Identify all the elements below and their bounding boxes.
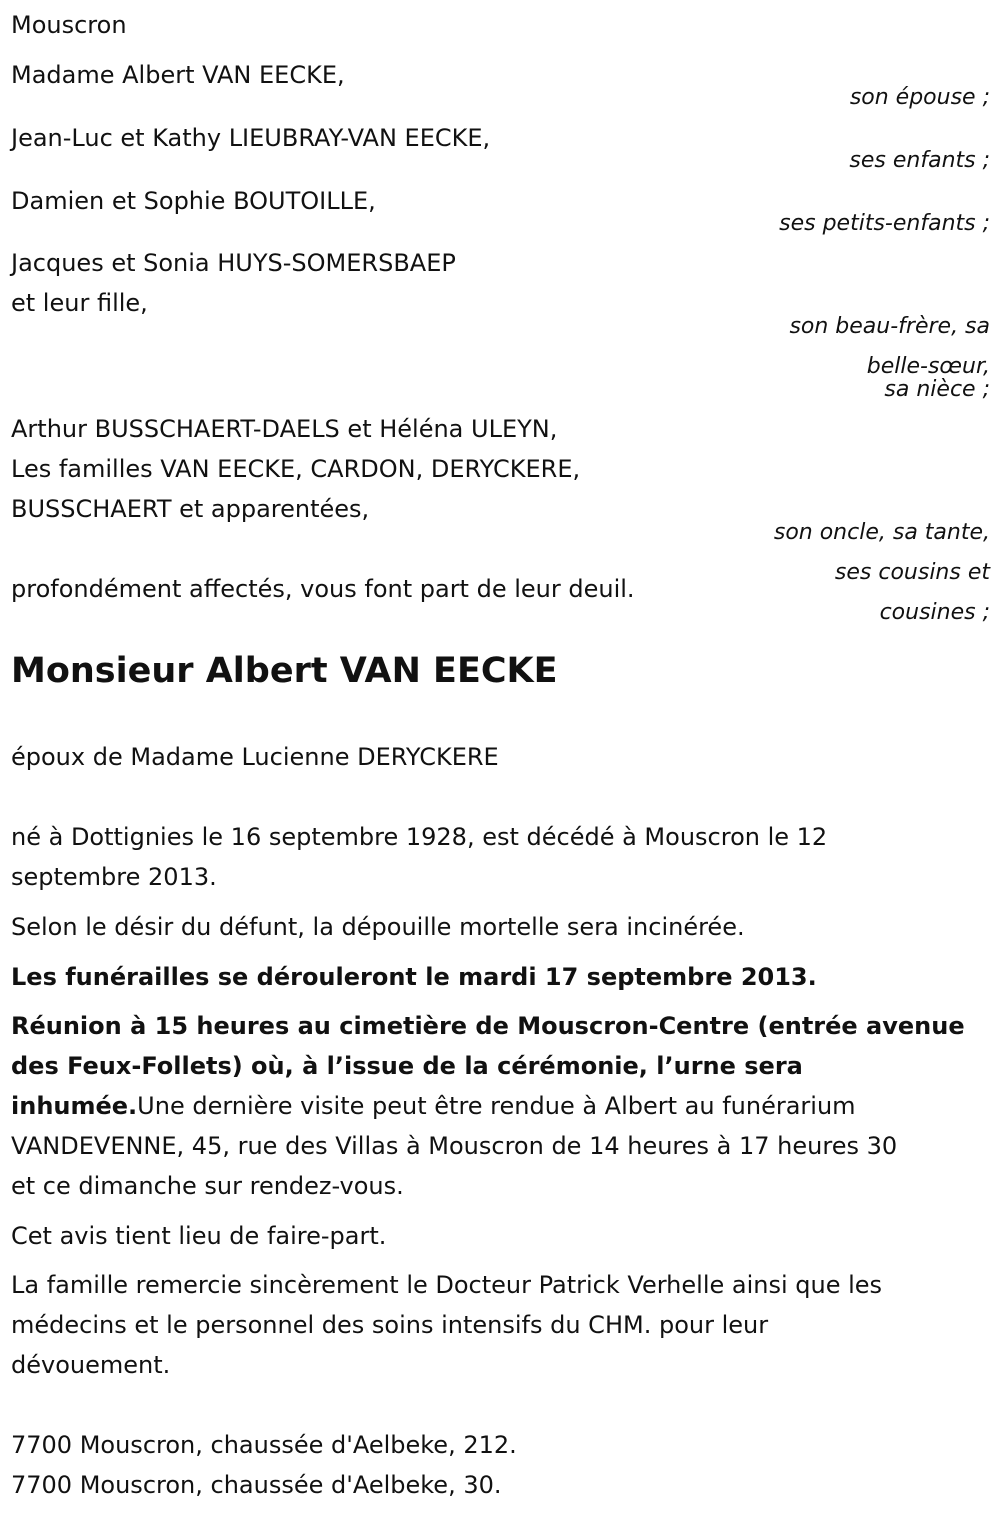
in-laws-relation-line1: son beau-frère, sa <box>789 314 990 339</box>
reunion-visit-line <box>11 1086 856 1126</box>
city-heading: Mouscron <box>11 11 127 39</box>
others-line1: Arthur BUSSCHAERT-DAELS et Héléna ULEYN, <box>11 415 558 443</box>
visit-line3: et ce dimanche sur rendez-vous. <box>11 1172 404 1200</box>
reunion-line1: Réunion à 15 heures au cimetière de Mouscron-Centre (entrée avenue <box>11 1012 965 1040</box>
family-closing: profondément affectés, vous font part de leur deuil. <box>11 575 635 603</box>
thanks-line2: médecins et le personnel des soins intensifs du CHM. pour leur <box>11 1311 769 1339</box>
in-laws-relation-line2: belle-sœur, <box>866 354 990 379</box>
children-relation: ses enfants ; <box>849 148 990 173</box>
others-line3: BUSSCHAERT et apparentées, <box>11 495 370 523</box>
in-laws-relation-line3: sa nièce ; <box>884 377 990 402</box>
spouse-name: Madame Albert VAN EECKE, <box>11 61 345 89</box>
birth-line1: né à Dottignies le 16 septembre 1928, est décédé à Mouscron le 12 <box>11 823 828 851</box>
funeral-date: Les funérailles se dérouleront le mardi 17 septembre 2013. <box>11 963 817 991</box>
deceased-name: Monsieur Albert VAN EECKE <box>11 651 558 691</box>
in-laws-name-line2: et leur fille, <box>11 289 148 317</box>
visit-line2: VANDEVENNE, 45, rue des Villas à Mouscron de 14 heures à 17 heures 30 <box>11 1132 898 1160</box>
spouse-relation: son épouse ; <box>849 85 990 110</box>
children-name: Jean-Luc et Kathy LIEUBRAY-VAN EECKE, <box>11 124 491 152</box>
grandchildren-relation: ses petits-enfants ; <box>779 211 990 236</box>
visit-line1: Une dernière visite peut être rendue à Albert au funérarium <box>137 1092 856 1120</box>
thanks-line3: dévouement. <box>11 1351 171 1379</box>
reunion-line2: des Feux-Follets) où, à l’issue de la cérémonie, l’urne sera <box>11 1052 803 1080</box>
reunion-bold-end: inhumée. <box>11 1092 138 1120</box>
in-laws-name-line1: Jacques et Sonia HUYS-SOMERSBAEP <box>11 249 456 277</box>
others-line2: Les familles VAN EECKE, CARDON, DERYCKERE, <box>11 455 581 483</box>
address-line: 7700 Mouscron, chaussée d'Aelbeke, 30. <box>11 1471 502 1499</box>
spouse-of: époux de Madame Lucienne DERYCKERE <box>11 743 499 771</box>
others-relation-line2: ses cousins et <box>834 560 990 585</box>
thanks-line1: La famille remercie sincèrement le Docteur Patrick Verhelle ainsi que les <box>11 1271 883 1299</box>
grandchildren-name: Damien et Sophie BOUTOILLE, <box>11 187 376 215</box>
notice-text: Cet avis tient lieu de faire-part. <box>11 1222 387 1250</box>
address-line: 7700 Mouscron, chaussée d'Aelbeke, 212. <box>11 1431 517 1459</box>
birth-line2: septembre 2013. <box>11 863 217 891</box>
cremation-text: Selon le désir du défunt, la dépouille mortelle sera incinérée. <box>11 913 745 941</box>
others-relation-line3: cousines ; <box>879 600 990 625</box>
others-relation-line1: son oncle, sa tante, <box>773 520 990 545</box>
